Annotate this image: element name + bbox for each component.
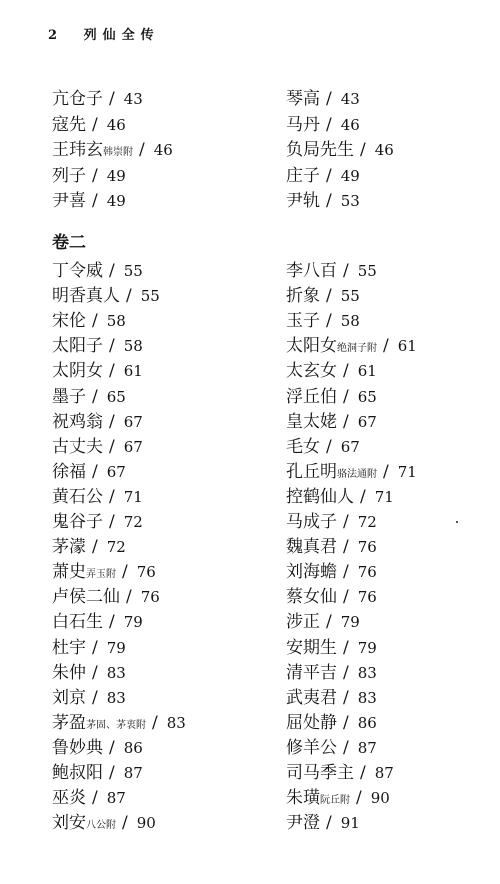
slash-separator: / [92,461,98,482]
entry-page-number: 58 [123,337,143,356]
entry-page-number: 61 [357,362,377,381]
slash-separator: / [343,712,349,733]
entry-page-number: 55 [140,287,160,306]
toc-entry [52,512,143,532]
entry-name: 鲍叔阳 [52,763,103,783]
entry-page-number: 67 [357,412,377,431]
slash-separator: / [326,89,332,109]
slash-separator: / [152,712,158,733]
entry-page-number: 53 [340,192,360,210]
slash-separator: / [109,89,115,109]
entry-name: 屈处静 [286,712,337,733]
toc-entry [286,115,360,135]
book-title: 列仙全传 [83,28,160,43]
slash-separator: / [356,788,362,809]
entry-page-number: 71 [374,487,394,506]
entry-name: 茅濛 [52,537,86,558]
toc-entry [52,638,126,658]
entry-page-number: 67 [340,437,360,456]
entry-name: 庄子 [286,165,320,186]
entry-note: 绝洞子附 [337,343,377,355]
entry-name: 折象 [286,286,320,307]
toc-entry [52,336,143,356]
slash-separator: / [109,763,115,783]
slash-separator: / [109,336,115,357]
slash-separator: / [343,687,349,708]
entry-page-number: 83 [166,713,186,732]
toc-entry [286,437,360,457]
toc-entry [52,813,156,833]
slash-separator: / [326,165,332,186]
entry-page-number: 43 [123,90,143,108]
entry-name: 丁令威 [52,261,103,281]
toc-entry [286,140,394,160]
toc-entry [52,688,126,708]
toc-entry [52,437,143,457]
entry-name: 王玮玄 [52,140,103,160]
entry-name: 修羊公 [286,737,337,758]
entry-page-number: 90 [370,789,390,808]
entry-name: 杜宇 [52,637,86,658]
running-head [48,24,160,43]
toc-entry [286,462,417,482]
print-speck [456,521,458,523]
entry-name: 皇太姥 [286,411,337,432]
entry-name: 司马季主 [286,763,354,783]
slash-separator: / [383,336,389,357]
entry-name: 太玄女 [286,361,337,382]
toc-entry [286,361,377,381]
entry-page-number: 49 [340,166,360,185]
entry-page-number: 43 [340,90,360,108]
slash-separator: / [92,386,98,407]
entry-name: 墨子 [52,386,86,407]
toc-entry [286,286,360,306]
entry-page-number: 71 [397,462,417,481]
entry-name: 武夷君 [286,687,337,708]
toc-entry [286,738,377,758]
toc-entry [52,537,126,557]
page-number: 2 [48,28,64,43]
slash-separator: / [109,411,115,432]
entry-page-number: 76 [357,563,377,582]
toc-entry [52,387,126,407]
entry-name: 玉子 [286,311,320,332]
toc-entry [286,261,377,281]
entry-name: 白石生 [52,612,103,633]
entry-page-number: 79 [106,638,126,657]
toc-entry [286,763,394,783]
entry-note: 阮丘附 [320,795,350,807]
slash-separator: / [343,587,349,608]
toc-entry [286,487,394,507]
slash-separator: / [92,114,98,135]
entry-page-number: 76 [357,538,377,557]
entry-page-number: 79 [357,638,377,657]
slash-separator: / [109,737,115,758]
entry-page-number: 87 [123,764,143,782]
entry-name: 尹澄 [286,813,320,834]
entry-page-number: 46 [153,141,173,159]
entry-name: 刘海蟾 [286,562,337,583]
entry-page-number: 79 [340,613,360,632]
slash-separator: / [326,114,332,135]
slash-separator: / [92,662,98,683]
toc-entry [286,166,360,186]
entry-page-number: 86 [123,738,143,757]
entry-name: 寇先 [52,114,86,135]
slash-separator: / [343,386,349,407]
toc-entry [52,663,126,683]
entry-name: 太阴女 [52,361,103,382]
toc-entry [52,788,126,808]
entry-page-number: 71 [123,487,143,506]
entry-page-number: 46 [374,141,394,159]
toc-entry [52,286,160,306]
toc-entry [52,612,143,632]
entry-name: 明香真人 [52,286,120,307]
slash-separator: / [122,562,128,583]
slash-separator: / [343,562,349,583]
toc-entry [286,638,377,658]
entry-note: 韩崇附 [103,147,133,158]
toc-entry [52,115,126,135]
entry-name: 蔡女仙 [286,587,337,608]
entry-name: 毛女 [286,436,320,457]
entry-note: 弄玉附 [86,569,116,581]
slash-separator: / [126,286,132,307]
slash-separator: / [326,436,332,457]
slash-separator: / [139,140,145,160]
entry-page-number: 67 [106,462,126,481]
slash-separator: / [326,286,332,307]
slash-separator: / [92,165,98,186]
entry-page-number: 55 [123,262,143,280]
entry-page-number: 49 [106,192,126,210]
entry-page-number: 72 [106,538,126,557]
toc-entry [52,361,143,381]
entry-page-number: 61 [397,337,417,356]
entry-page-number: 90 [136,814,156,833]
toc-entry [52,89,143,109]
toc-entry [286,813,360,833]
entry-name: 尹喜 [52,191,86,211]
entry-page-number: 79 [123,613,143,632]
toc-entry [286,512,377,532]
toc-entry [286,713,377,733]
entry-page-number: 83 [357,688,377,707]
entry-page-number: 67 [123,437,143,456]
entry-name: 茅盈 [52,712,86,733]
slash-separator: / [92,637,98,658]
entry-page-number: 76 [357,588,377,607]
toc-entry [52,562,156,582]
entry-name: 尹轨 [286,191,320,211]
volume-heading: 卷二 [52,233,86,253]
slash-separator: / [326,612,332,633]
entry-name: 太阳子 [52,336,103,357]
entry-name: 鲁妙典 [52,737,103,758]
slash-separator: / [109,486,115,507]
entry-name: 控鹤仙人 [286,486,354,507]
slash-separator: / [326,311,332,332]
slash-separator: / [343,512,349,532]
entry-name: 刘京 [52,687,86,708]
toc-entry [52,487,143,507]
entry-page-number: 72 [123,513,143,531]
entry-page-number: 58 [106,312,126,331]
entry-name: 萧史 [52,562,86,583]
entry-name: 琴高 [286,89,320,109]
entry-page-number: 83 [106,688,126,707]
entry-page-number: 87 [106,789,126,808]
entry-name: 刘安 [52,813,86,834]
toc-entry [52,261,143,281]
slash-separator: / [343,662,349,683]
toc-entry [286,336,417,356]
slash-separator: / [109,436,115,457]
slash-separator: / [92,191,98,211]
entry-page-number: 61 [123,362,143,381]
slash-separator: / [343,261,349,281]
entry-page-number: 46 [340,115,360,134]
slash-separator: / [92,788,98,809]
slash-separator: / [343,537,349,558]
toc-entry [286,311,360,331]
entry-name: 浮丘伯 [286,386,337,407]
entry-page-number: 91 [340,814,360,833]
entry-name: 古丈夫 [52,436,103,457]
entry-name: 巫炎 [52,788,86,809]
entry-name: 列子 [52,165,86,186]
entry-name: 亢仓子 [52,89,103,109]
entry-name: 涉正 [286,612,320,633]
entry-name: 朱仲 [52,662,86,683]
toc-entry [286,537,377,557]
toc-entry [52,763,143,783]
slash-separator: / [343,361,349,382]
toc-entry [52,311,126,331]
entry-note: 茅固、茅衷附 [86,719,146,731]
toc-entry [286,612,360,632]
entry-page-number: 55 [340,287,360,306]
entry-note: 八公附 [86,820,116,832]
entry-page-number: 83 [106,663,126,682]
entry-name: 祝鸡翁 [52,411,103,432]
entry-page-number: 67 [123,412,143,431]
toc-entry [52,166,126,186]
entry-name: 魏真君 [286,537,337,558]
slash-separator: / [109,261,115,281]
slash-separator: / [326,813,332,834]
toc-entry [286,688,377,708]
toc-entry [286,587,377,607]
slash-separator: / [92,311,98,332]
slash-separator: / [109,512,115,532]
slash-separator: / [360,486,366,507]
slash-separator: / [360,140,366,160]
entry-page-number: 83 [357,663,377,682]
entry-name: 马丹 [286,114,320,135]
entry-page-number: 49 [106,166,126,185]
toc-entry [286,412,377,432]
toc-entry [52,738,143,758]
slash-separator: / [343,637,349,658]
entry-page-number: 76 [136,563,156,582]
entry-name: 李八百 [286,261,337,281]
entry-page-number: 46 [106,115,126,134]
entry-page-number: 58 [340,312,360,331]
entry-page-number: 86 [357,713,377,732]
entry-page-number: 87 [357,738,377,757]
entry-page-number: 76 [140,588,160,607]
slash-separator: / [92,537,98,558]
entry-note: 骆法通附 [337,468,377,480]
entry-page-number: 72 [357,513,377,531]
entry-name: 朱璜 [286,788,320,809]
toc-entry [286,562,377,582]
entry-name: 清平吉 [286,662,337,683]
entry-name: 太阳女 [286,336,337,357]
slash-separator: / [92,687,98,708]
entry-name: 负局先生 [286,140,354,160]
slash-separator: / [360,763,366,783]
toc-entry [52,587,160,607]
entry-name: 安期生 [286,637,337,658]
entry-name: 孔丘明 [286,461,337,482]
entry-name: 卢侯二仙 [52,587,120,608]
entry-name: 黄石公 [52,486,103,507]
toc-entry [52,412,143,432]
slash-separator: / [326,191,332,211]
toc-entry [286,788,390,808]
toc-entry [286,191,360,211]
slash-separator: / [126,587,132,608]
toc-entry [52,462,126,482]
slash-separator: / [383,461,389,482]
slash-separator: / [343,737,349,758]
entry-name: 马成子 [286,512,337,532]
toc-entry [52,140,173,160]
entry-name: 徐福 [52,461,86,482]
toc-entry [52,191,126,211]
entry-name: 鬼谷子 [52,512,103,532]
entry-page-number: 65 [357,387,377,406]
slash-separator: / [109,612,115,633]
toc-entry [286,387,377,407]
slash-separator: / [343,411,349,432]
toc-entry [286,89,360,109]
toc-entry [286,663,377,683]
toc-entry [52,713,186,733]
entry-page-number: 55 [357,262,377,280]
entry-page-number: 65 [106,387,126,406]
entry-page-number: 87 [374,764,394,782]
slash-separator: / [122,813,128,834]
entry-name: 宋伦 [52,311,86,332]
slash-separator: / [109,361,115,382]
